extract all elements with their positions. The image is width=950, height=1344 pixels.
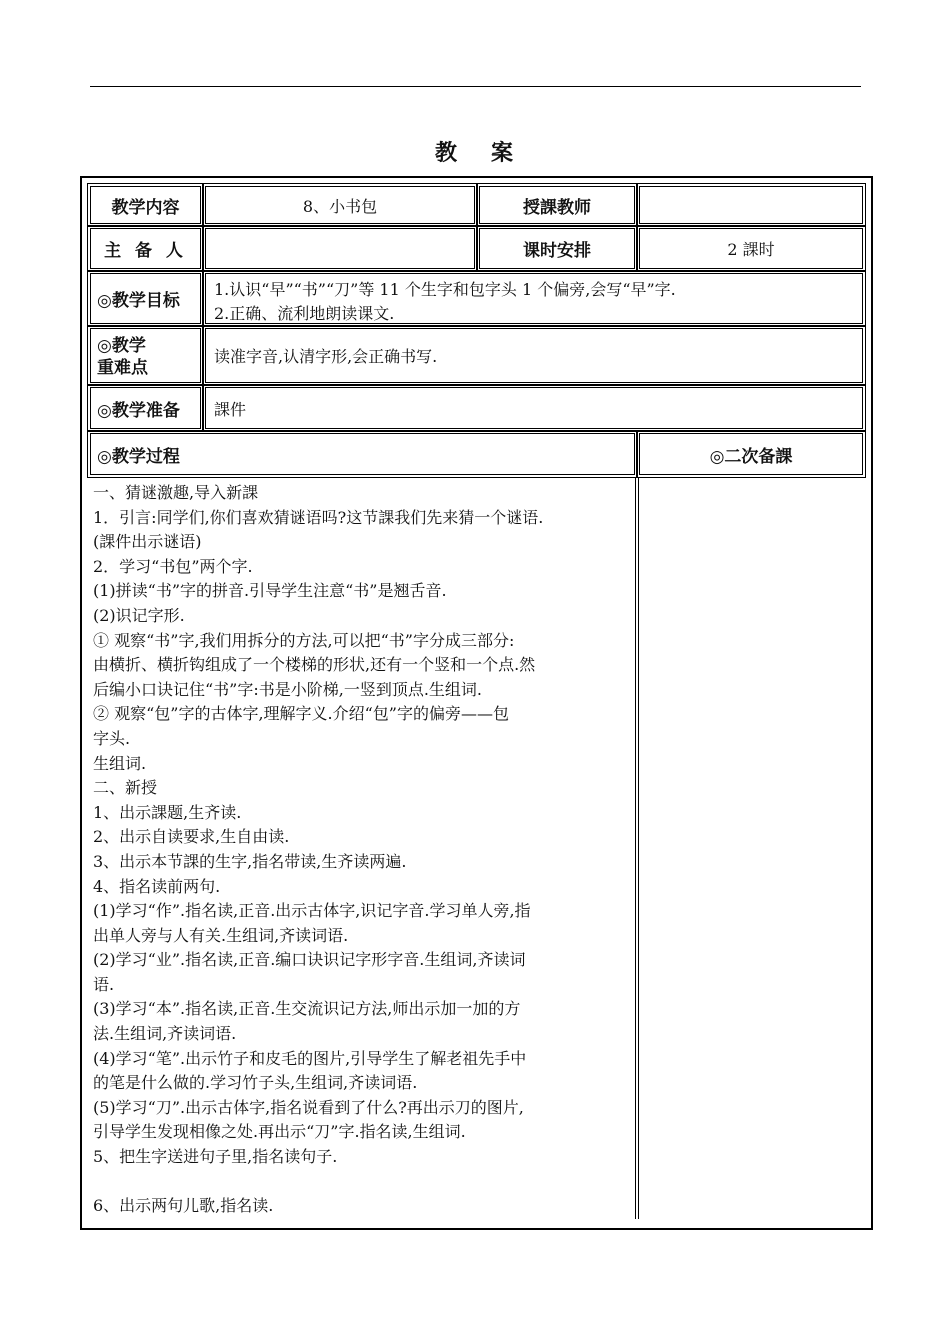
header-rule — [90, 86, 861, 87]
document-title — [0, 136, 950, 167]
process-line: 法.生组词,齐读词语. — [93, 1024, 237, 1044]
process-line: (課件出示谜语) — [93, 532, 202, 552]
process-line: (1)拼读“书”字的拼音.引导学生注意“书”是翘舌音. — [93, 581, 447, 601]
process-line: (3)学习“本”.指名读,正音.生交流识记方法,师出示加一加的方 — [93, 999, 521, 1019]
label-teaching-content: 教学内容 — [87, 183, 204, 227]
process-line — [93, 1170, 634, 1195]
process-line: ① 观察“书”字,我们用拆分的方法,可以把“书”字分成三部分: — [93, 630, 515, 650]
value-preparer — [202, 225, 478, 272]
process-lines — [87, 478, 638, 1219]
label-schedule: 课时安排 — [476, 225, 638, 272]
label-preparer: 主 备 人 — [87, 225, 204, 272]
process-line: 生组词. — [93, 753, 147, 773]
label-process: ◎教学过程 — [87, 430, 638, 478]
process-line: 出单人旁与人有关.生组词,齐读词语. — [93, 925, 349, 945]
process-line: 4、指名读前两句. — [93, 876, 221, 896]
process-line: 2．学习“书包”两个字. — [93, 556, 253, 576]
process-line: 由横折、横折钩组成了一个楼梯的形状,还有一个竖和一个点.然 — [93, 655, 536, 675]
label-key-points — [87, 325, 204, 386]
lesson-plan-table — [80, 176, 873, 1230]
value-goals — [202, 270, 866, 327]
process-line: 1、出示課题,生齐读. — [93, 802, 242, 822]
process-content — [87, 478, 638, 1219]
process-line: (4)学习“笔”.出示竹子和皮毛的图片,引导学生了解老祖先手中 — [93, 1048, 527, 1068]
value-schedule: 2 課时 — [636, 225, 866, 272]
label-secondary-prep: ◎二次备課 — [636, 430, 866, 478]
process-line: 二、新授 — [93, 778, 158, 798]
value-teaching-content: 8、小书包 — [202, 183, 478, 227]
key-points-label-line-1: ◎教学 — [97, 336, 146, 356]
value-teacher — [636, 183, 866, 227]
process-line: (2)学习“业”.指名读,正音.编口诀识记字形字音.生组词,齐读词 — [93, 950, 526, 970]
process-line: 2、出示自读要求,生自由读. — [93, 827, 290, 847]
process-line: 引导学生发现相像之处.再出示“刀”字.指名读,生组词. — [93, 1122, 466, 1142]
value-preparation: 課件 — [202, 384, 866, 432]
process-line: 6、出示两句儿歌,指名读. — [93, 1196, 274, 1216]
secondary-prep-content — [640, 478, 866, 1219]
label-teacher: 授課教师 — [476, 183, 638, 227]
goal-line-2: 2.正确、流利地朗读课文. — [214, 304, 395, 323]
value-key-points: 读准字音,认清字形,会正确书写. — [202, 325, 866, 386]
process-line: (2)识记字形. — [93, 605, 185, 625]
goal-line-1: 1.认识“早”“书”“刀”等 11 个生字和包字头 1 个偏旁,会写“早”字. — [214, 280, 676, 299]
process-line: 3、出示本节課的生字,指名带读,生齐读两遍. — [93, 851, 407, 871]
process-line: 的笔是什么做的.学习竹子头,生组词,齐读词语. — [93, 1073, 418, 1093]
process-line: 字头. — [93, 728, 131, 748]
process-line: (1)学习“作”.指名读,正音.出示古体字,识记字音.学习单人旁,指 — [93, 901, 531, 921]
key-points-label-line-2: 重难点 — [97, 358, 148, 378]
process-line: 一、猜谜激趣,导入新課 — [93, 483, 259, 502]
process-line: 后编小口诀记住“书”字:书是小阶梯,一竖到顶点.生组词. — [93, 679, 483, 699]
title-char-2: 案 — [491, 141, 516, 166]
label-preparation: ◎教学准备 — [87, 384, 204, 432]
process-line: 1．引言:同学们,你们喜欢猜谜语吗?这节課我们先来猜一个谜语. — [93, 507, 544, 527]
title-char-1: 教 — [434, 141, 459, 166]
process-line: 语. — [93, 974, 115, 994]
process-line: 5、把生字送进句子里,指名读句子. — [93, 1147, 338, 1167]
process-line: (5)学习“刀”.出示古体字,指名说看到了什么?再出示刀的图片, — [93, 1097, 524, 1117]
process-line: ② 观察“包”字的古体字,理解字义.介绍“包”字的偏旁——包 — [93, 704, 509, 724]
label-goals: ◎教学目标 — [87, 270, 204, 327]
